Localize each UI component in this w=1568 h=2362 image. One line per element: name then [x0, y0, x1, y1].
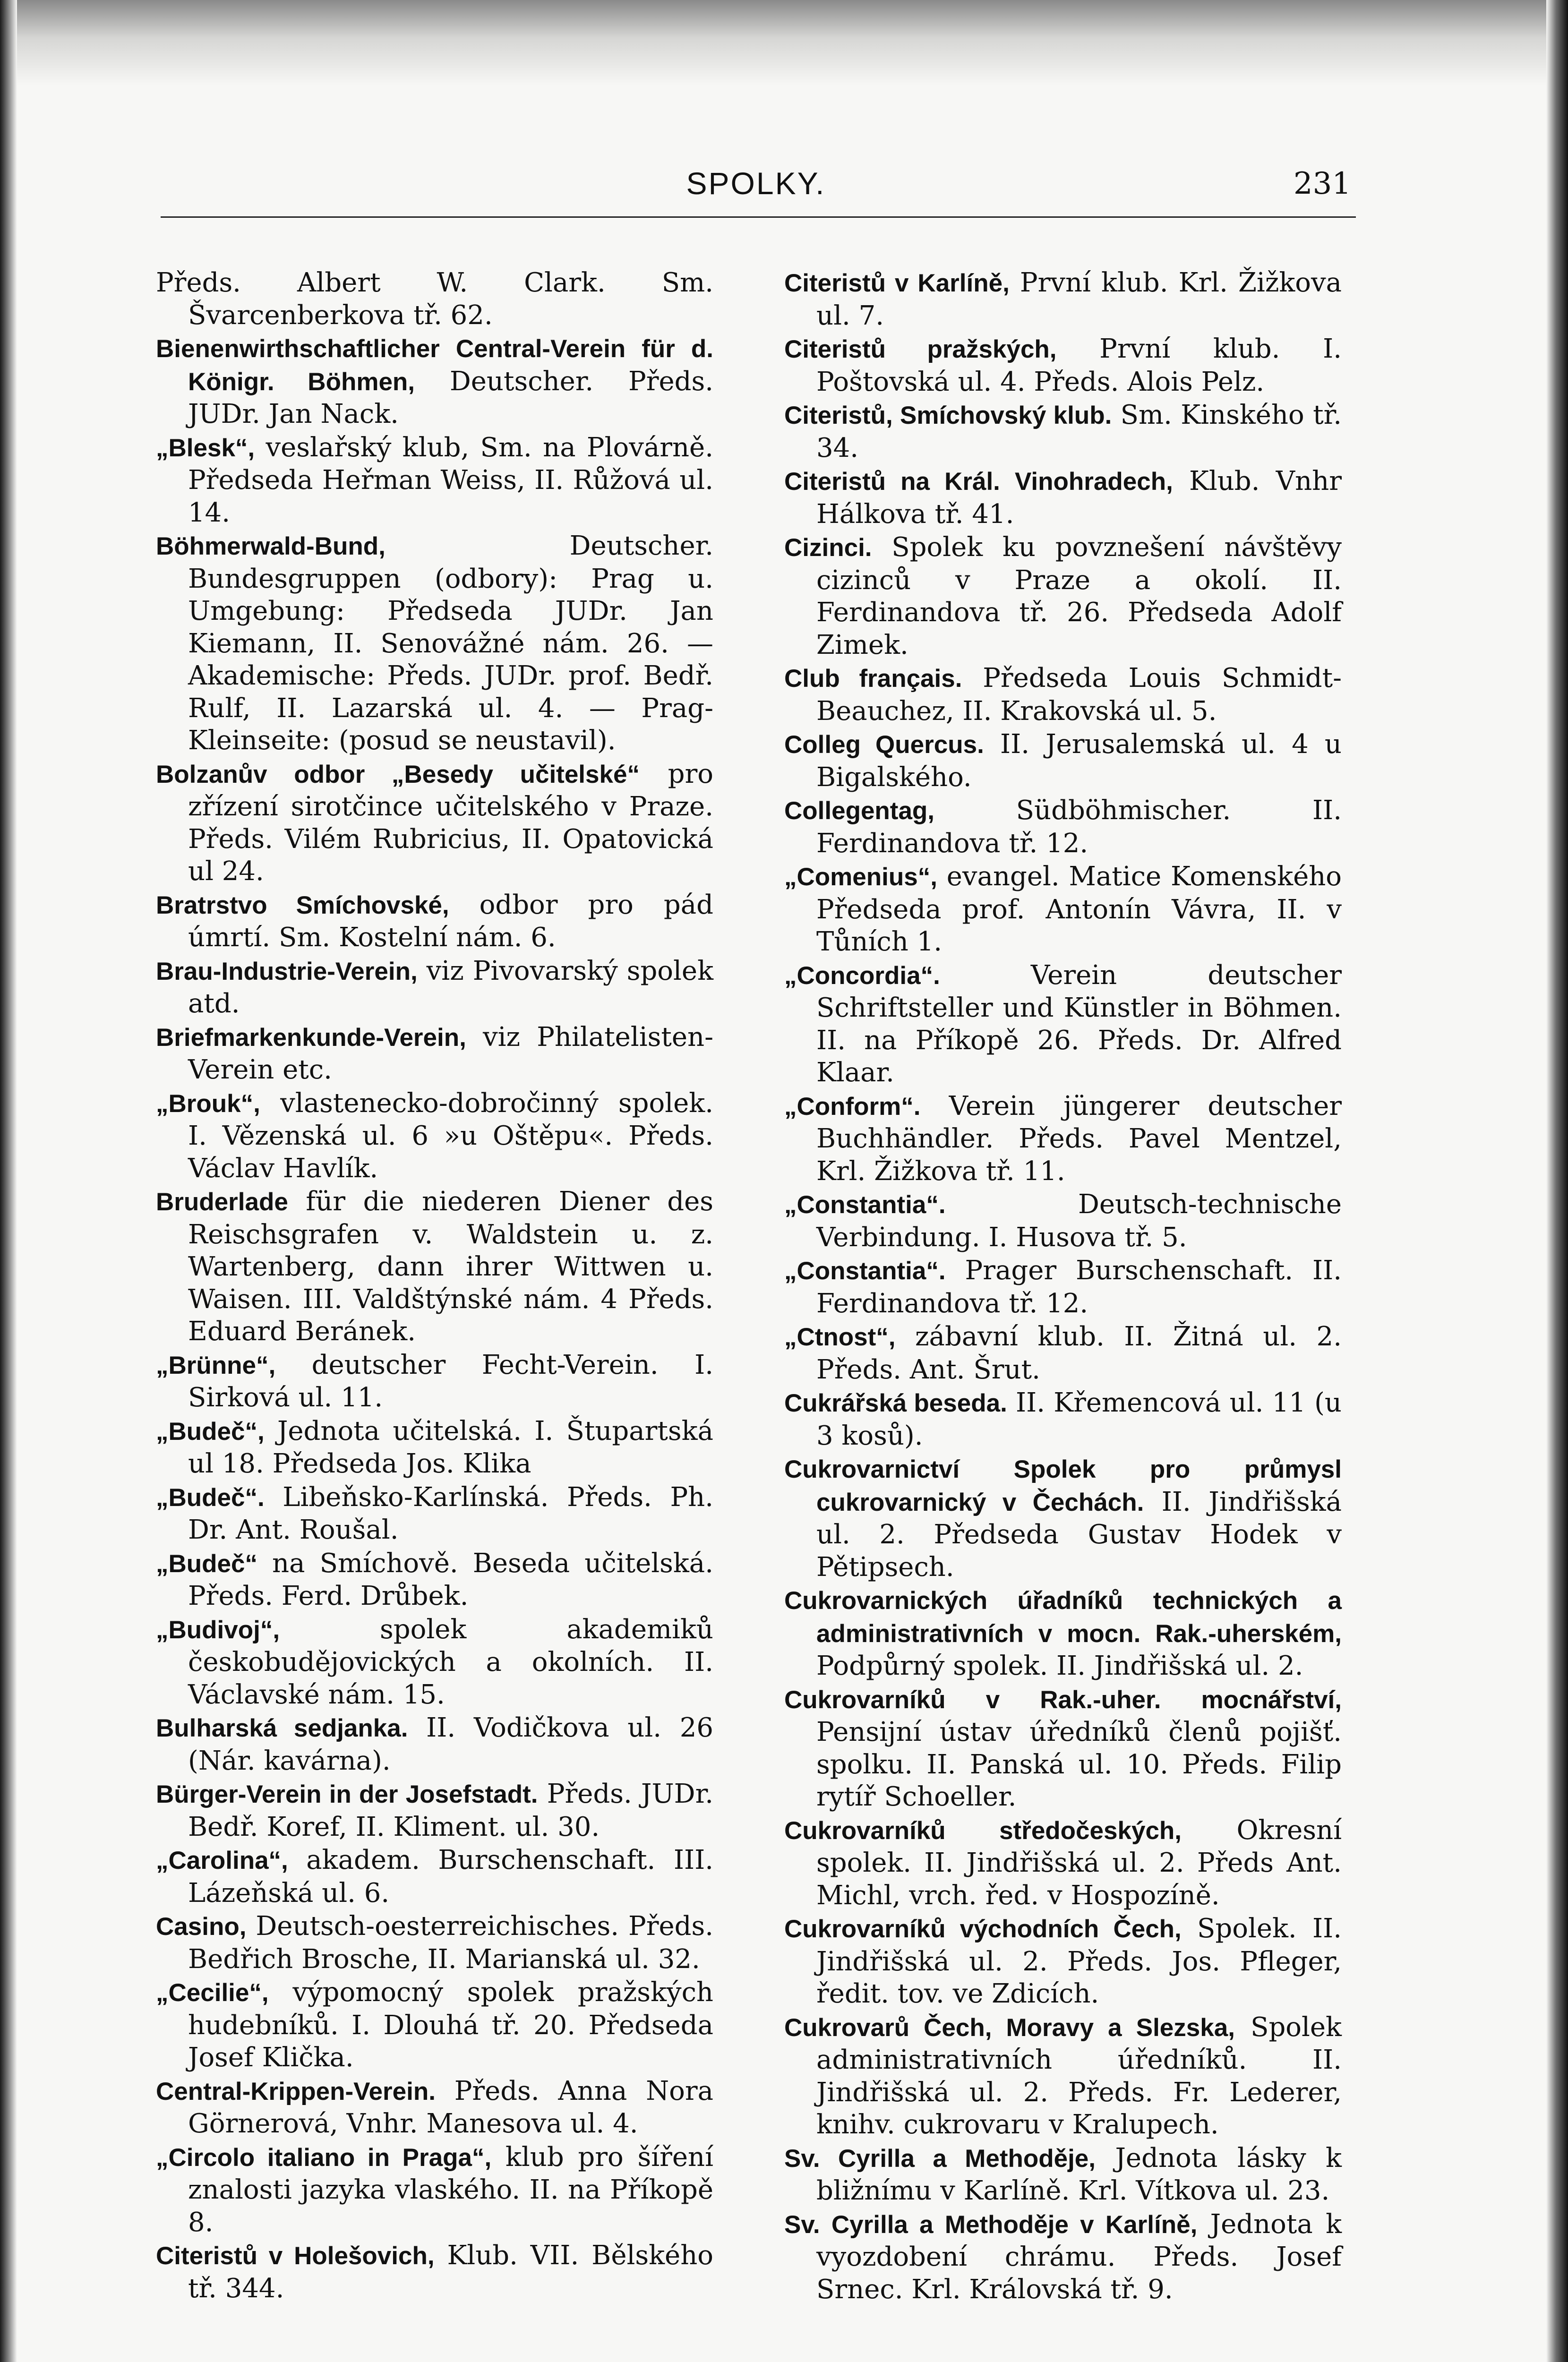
- page-shadow-left: [0, 0, 17, 2362]
- entry-name: „Concordia“.: [784, 961, 940, 990]
- directory-entry: [784, 1453, 1342, 1583]
- directory-entry: [156, 889, 713, 954]
- directory-entry: [784, 795, 1342, 860]
- entry-name: „Cecilie“,: [156, 1979, 269, 2007]
- entry-name: „Brouk“,: [156, 1089, 260, 1118]
- entry-details: První klub. Krl. Žižkova ul. 7.: [816, 267, 1342, 331]
- entry-name: Cukrářská beseda.: [784, 1389, 1007, 1417]
- entry-name: „Budivoj“,: [156, 1616, 280, 1644]
- entry-details: Prager Burschenschaft. II. Ferdinandova tř. 12.: [816, 1255, 1342, 1319]
- entry-details: Jednota učitelská. I. Štupartská ul 18. Předseda Jos. Klika: [188, 1415, 713, 1479]
- directory-entry: [784, 2208, 1342, 2306]
- entry-name: Cukrovarnických úřadníků technických a administrativních v mocn. Rak.-uherském,: [784, 1587, 1342, 1648]
- entry-details: evangel. Matice Komenského Předseda prof. Antonín Vávra, II. v Tůních 1.: [816, 861, 1342, 957]
- entry-details: Deutscher. Bundesgruppen (odbory): Prag u. Umgebung: Předseda JUDr. Jan Kiemann, II. Senovážné nám. 26. — Akademische: Předs. JUDr. prof. Bedř. Rulf, II. Lazarská ul. 4. — Prag-Kleinseite: (posud se neustavil).: [188, 531, 713, 756]
- entry-details: Spolek. II. Jindřišská ul. 2. Předs. Jos. Pfleger, ředit. tov. ve Zdicích.: [816, 1913, 1342, 2009]
- entry-details: II. Křemencová ul. 11 (u 3 kosů).: [816, 1387, 1342, 1451]
- entry-name: Bratrstvo Smíchovské,: [156, 891, 449, 919]
- entry-details: spolek akademiků českobudějovických a okolních. II. Václavské nám. 15.: [188, 1614, 713, 1710]
- entry-name: Cukrovarů Čech, Moravy a Slezska,: [784, 2013, 1235, 2042]
- entry-details: Předseda Louis Schmidt-Beauchez, II. Krakovská ul. 5.: [816, 663, 1342, 727]
- entry-details: Podpůrný spolek. II. Jindřišská ul. 2.: [816, 1651, 1303, 1681]
- directory-entry: [156, 1778, 713, 1843]
- left-column: [156, 267, 713, 2304]
- entry-name: Cizinci.: [784, 534, 872, 562]
- entry-details: na Smíchově. Beseda učitelská. Předs. Ferd. Drůbek.: [188, 1548, 713, 1611]
- directory-entry: [156, 1548, 713, 1613]
- directory-entry: [156, 1349, 713, 1414]
- directory-entry: [784, 1189, 1342, 1254]
- entry-name: „Carolina“,: [156, 1847, 288, 1874]
- entry-details: zábavní klub. II. Žitná ul. 2. Předs. Ant. Šrut.: [816, 1321, 1342, 1385]
- entry-details: deutscher Fecht-Verein. I. Sirková ul. 11.: [188, 1349, 713, 1413]
- entry-name: „Blesk“,: [156, 434, 255, 462]
- entry-details: für die niederen Diener des Reischsgrafen v. Waldstein u. z. Wartenberg, dann ihrer Wittwen u. Waisen. III. Valdštýnské nám. 4 Předs. Eduard Beránek.: [188, 1186, 713, 1347]
- directory-entry: [156, 2075, 713, 2140]
- right-column: [784, 267, 1342, 2305]
- entry-details: Südböhmischer. II. Ferdinandova tř. 12.: [816, 795, 1342, 859]
- directory-entry: [156, 1021, 713, 1087]
- page-shadow-right: [1546, 0, 1568, 2362]
- entry-name: Bruderlade: [156, 1188, 288, 1216]
- entry-name: Sv. Cyrilla a Methoděje v Karlíně,: [784, 2210, 1198, 2239]
- directory-entry: [156, 1415, 713, 1481]
- running-title: SPOLKY.: [686, 166, 826, 201]
- directory-entry: [156, 1977, 713, 2074]
- entry-name: Citeristů na Král. Vinohradech,: [784, 468, 1173, 496]
- directory-entry: [784, 2011, 1342, 2141]
- entry-name: Bürger-Verein in der Josefstadt.: [156, 1780, 538, 1808]
- directory-entry: [784, 531, 1342, 661]
- directory-entry: [156, 1614, 713, 1712]
- directory-entry: [784, 2142, 1342, 2208]
- entry-details: II. Jindřišská ul. 2. Předseda Gustav Hodek v Pětipsech.: [816, 1486, 1342, 1583]
- entry-name: „Budeč“: [156, 1549, 257, 1578]
- entry-name: Central-Krippen-Verein.: [156, 2077, 436, 2105]
- entry-name: Citeristů pražských,: [784, 335, 1057, 363]
- entry-details: Okresní spolek. II. Jindřišská ul. 2. Předs Ant. Michl, vrch. řed. v Hospozíně.: [816, 1814, 1342, 1911]
- directory-entry: [784, 1321, 1342, 1386]
- directory-entry: [784, 465, 1342, 531]
- directory-entry: [784, 728, 1342, 794]
- entry-name: Cukrovarnictví Spolek pro průmysl cukrovarnický v Čechách.: [784, 1455, 1342, 1516]
- directory-entry: [784, 399, 1342, 464]
- entry-name: „Budeč“,: [156, 1417, 265, 1446]
- entry-details: Pensijní ústav úředníků členů pojišť. spolku. II. Panská ul. 10. Předs. Filip rytíř Schoeller.: [816, 1717, 1342, 1812]
- directory-entry: [784, 1913, 1342, 2011]
- entry-name: Collegentag,: [784, 797, 935, 825]
- directory-entry: [156, 758, 713, 888]
- header-rule: [161, 216, 1356, 218]
- entry-details: Deutscher. Předs. JUDr. Jan Nack.: [188, 366, 713, 429]
- entry-details: veslařský klub, Sm. na Plovárně. Předseda Heřman Weiss, II. Růžová ul. 14.: [188, 432, 713, 528]
- directory-entry: [156, 1186, 713, 1348]
- directory-entry: [784, 1090, 1342, 1188]
- directory-entry: [784, 959, 1342, 1089]
- entry-details: Klub. Vnhr Hálkova tř. 41.: [816, 466, 1342, 530]
- entry-name: „Constantia“.: [784, 1191, 946, 1219]
- entry-details: Jednota k vyozdobení chrámu. Předs. Josef Srnec. Krl. Královská tř. 9.: [816, 2208, 1342, 2305]
- entry-details: II. Vodičkova ul. 26 (Nár. kavárna).: [188, 1712, 713, 1776]
- entry-name: Cukrovarníků východních Čech,: [784, 1915, 1182, 1943]
- entry-details: výpomocný spolek pražských hudebníků. I. Dlouhá tř. 20. Předseda Josef Klička.: [188, 1977, 713, 2073]
- entry-name: Bienenwirthschaftlicher Central-Verein für d. Königr. Böhmen,: [156, 335, 713, 396]
- entry-name: Cukrovarníků středočeských,: [784, 1816, 1182, 1845]
- entry-name: „Constantia“.: [784, 1257, 946, 1285]
- directory-entry: [784, 1255, 1342, 1320]
- entry-details: viz Pivovarský spolek atd.: [188, 955, 713, 1019]
- entry-name: „Circolo italiano in Praga“,: [156, 2143, 492, 2172]
- entry-name: Colleg Quercus.: [784, 731, 984, 759]
- directory-entry: [156, 1087, 713, 1185]
- entry-details: klub pro šíření znalosti jazyka vlaského. II. na Příkopě 8.: [188, 2141, 713, 2238]
- entry-details: Klub. VII. Bělského tř. 344.: [188, 2240, 713, 2304]
- entry-name: Cukrovarníků v Rak.-uher. mocnářství,: [784, 1686, 1342, 1714]
- entry-details: Spolek ku povznešení návštěvy cizinců v Praze a okolí. II. Ferdinandova tř. 26. Předseda Adolf Zimek.: [816, 532, 1342, 660]
- entry-name: „Comenius“,: [784, 863, 937, 891]
- directory-entry: [784, 1584, 1342, 1683]
- entry-details: viz Philatelisten-Verein etc.: [188, 1021, 713, 1085]
- directory-entry: [784, 861, 1342, 958]
- directory-entry: [156, 2141, 713, 2239]
- directory-entry: [784, 662, 1342, 727]
- entry-name: Sv. Cyrilla a Methoděje,: [784, 2144, 1096, 2173]
- directory-entry: [784, 267, 1342, 332]
- entry-name: Citeristů, Smíchovský klub.: [784, 402, 1112, 429]
- entry-name: Club français.: [784, 665, 962, 693]
- entry-name: „Brünne“,: [156, 1351, 276, 1379]
- entry-details: Deutsch-technische Verbindung. I. Husova tř. 5.: [816, 1189, 1342, 1253]
- page-header: [161, 165, 1351, 213]
- entry-name: Casino,: [156, 1913, 247, 1941]
- entry-details: Jednota lásky k bližnímu v Karlíně. Krl. Vítkova ul. 23.: [816, 2142, 1342, 2206]
- entry-details: Verein deutscher Schriftsteller und Künstler in Böhmen. II. na Příkopě 26. Předs. Dr. Alfred Klaar.: [816, 959, 1342, 1088]
- directory-entry: [156, 2240, 713, 2305]
- entry-name: Böhmerwald-Bund,: [156, 532, 386, 560]
- entry-name: Briefmarkenkunde-Verein,: [156, 1023, 466, 1052]
- entry-details: akadem. Burschenschaft. III. Lázeňská ul. 6.: [188, 1845, 713, 1908]
- entry-details: odbor pro pád úmrtí. Sm. Kostelní nám. 6.: [188, 889, 713, 953]
- directory-entry: [784, 1814, 1342, 1912]
- entry-details: vlastenecko-dobročinný spolek. I. Vězenská ul. 6 »u Oštěpu«. Předs. Václav Havlík.: [188, 1087, 713, 1184]
- entry-name: Bolzanův odbor „Besedy učitelské“: [156, 760, 640, 788]
- directory-entry: [156, 955, 713, 1020]
- entry-details: Předs. JUDr. Bedř. Koref, II. Kliment. ul. 30.: [188, 1779, 713, 1842]
- directory-entry: [156, 1712, 713, 1777]
- directory-entry: [156, 1481, 713, 1547]
- directory-entry: [156, 267, 713, 332]
- entry-name: Citeristů v Holešovich,: [156, 2242, 435, 2270]
- entry-name: „Budeč“.: [156, 1483, 265, 1512]
- entry-name: „Ctnost“,: [784, 1323, 896, 1351]
- directory-entry: [156, 333, 713, 431]
- entry-details: Deutsch-oesterreichisches. Předs. Bedřich Brosche, II. Marianská ul. 32.: [188, 1911, 713, 1975]
- directory-entry: [784, 1684, 1342, 1814]
- directory-entry: [156, 530, 713, 757]
- entry-details: Sm. Kinského tř. 34.: [816, 400, 1342, 463]
- entry-name: Bulharská sedjanka.: [156, 1714, 408, 1742]
- entry-details: pro zřízení sirotčince učitelského v Praze. Předs. Vilém Rubricius, II. Opatovická ul 24.: [188, 758, 713, 887]
- page-shadow-top: [0, 0, 1568, 85]
- entry-details: Předs. Albert W. Clark. Sm. Švarcenberkova tř. 62.: [156, 267, 713, 331]
- entry-name: Citeristů v Karlíně,: [784, 269, 1010, 297]
- directory-entry: [784, 1387, 1342, 1452]
- entry-name: „Conform“.: [784, 1092, 921, 1121]
- entry-details: První klub. I. Poštovská ul. 4. Předs. Alois Pelz.: [816, 334, 1342, 397]
- entry-name: Brau-Industrie-Verein,: [156, 957, 418, 985]
- directory-entry: [156, 1844, 713, 1909]
- directory-entry: [156, 432, 713, 530]
- entry-details: Předs. Anna Nora Görnerová, Vnhr. Manesova ul. 4.: [188, 2075, 713, 2139]
- entry-details: Spolek administrativních úředníků. II. Jindřišská ul. 2. Předs. Fr. Lederer, knihv. cukrovaru v Kralupech.: [816, 2011, 1342, 2140]
- entry-details: II. Jerusalemská ul. 4 u Bigalského.: [816, 729, 1342, 793]
- directory-entry: [784, 333, 1342, 398]
- page-number: 231: [1293, 166, 1351, 201]
- entry-details: Libeňsko-Karlínská. Předs. Ph. Dr. Ant. Roušal.: [188, 1481, 713, 1545]
- entry-details: Verein jüngerer deutscher Buchhändler. Předs. Pavel Mentzel, Krl. Žižkova tř. 11.: [816, 1090, 1342, 1187]
- directory-entry: [156, 1910, 713, 1976]
